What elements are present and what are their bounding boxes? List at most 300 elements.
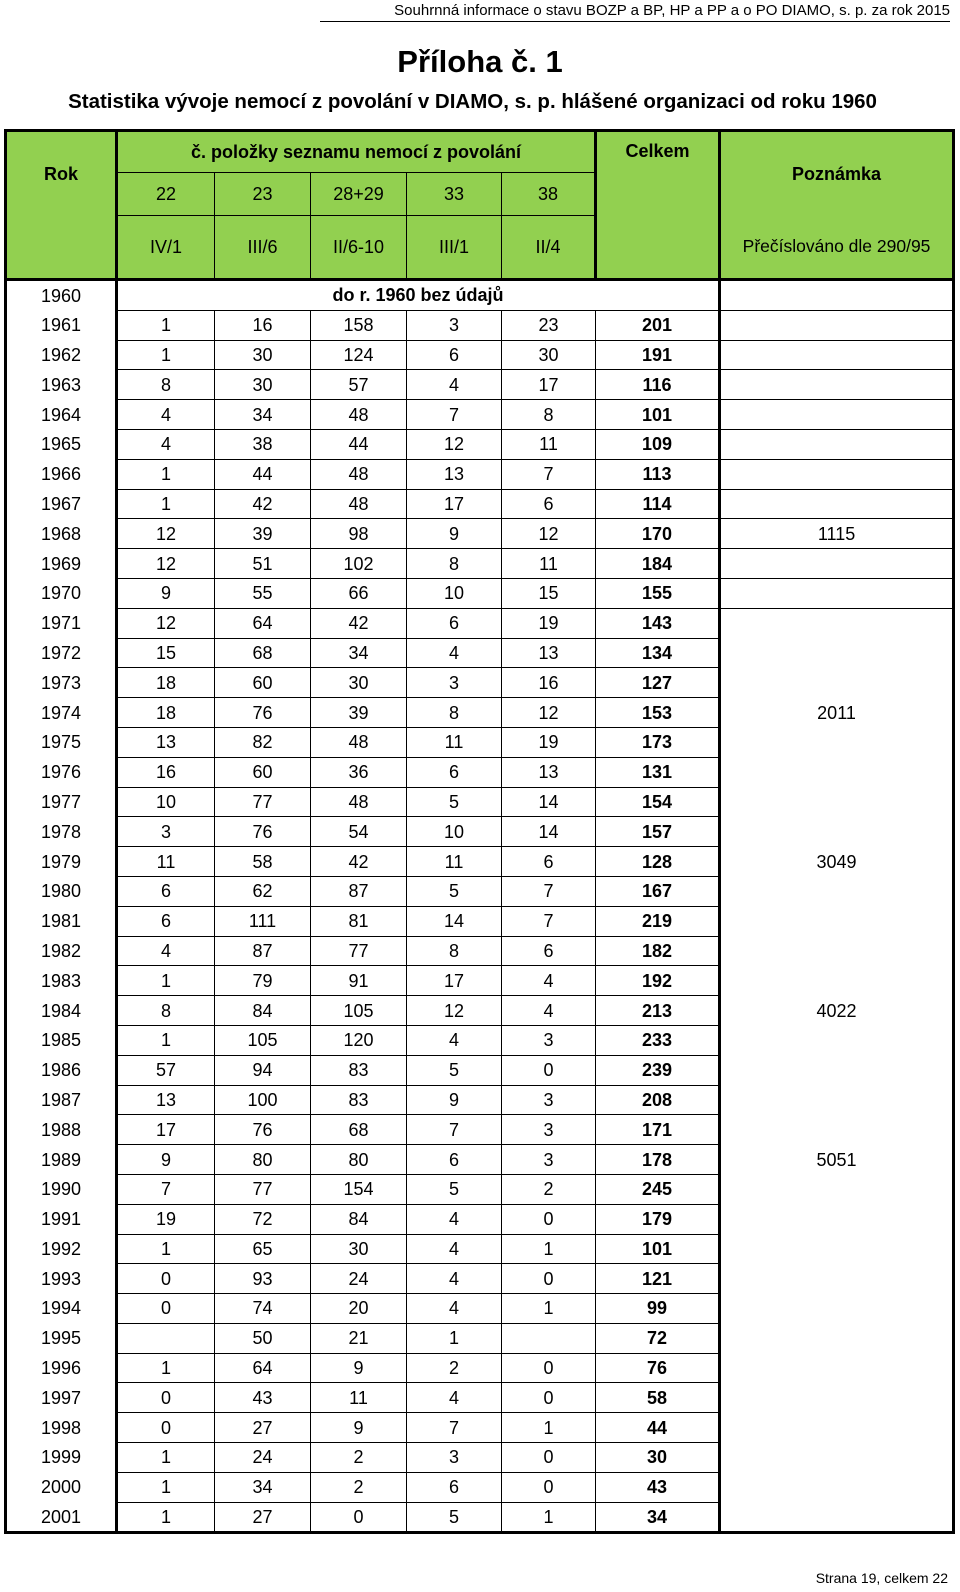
item-33-cell: 4 <box>407 1264 502 1294</box>
item-38-cell: 13 <box>502 757 596 787</box>
item-22-cell: 4 <box>117 400 215 430</box>
year-cell: 1965 <box>6 429 117 459</box>
total-cell: 178 <box>596 1145 720 1175</box>
year-cell: 1971 <box>6 608 117 638</box>
total-cell: 121 <box>596 1264 720 1294</box>
item-33-cell: 6 <box>407 1145 502 1175</box>
item-23-cell: 39 <box>215 519 311 549</box>
total-cell: 233 <box>596 1025 720 1055</box>
note-cell <box>720 1234 954 1264</box>
table-row <box>6 1115 954 1145</box>
item-28-29-cell: 0 <box>311 1502 407 1533</box>
item-28-29-cell: 154 <box>311 1174 407 1204</box>
year-cell: 1987 <box>6 1085 117 1115</box>
note-cell <box>720 578 954 608</box>
total-cell: 192 <box>596 966 720 996</box>
item-23-cell: 30 <box>215 340 311 370</box>
note-cell <box>720 1025 954 1055</box>
item-28-29-cell: 80 <box>311 1145 407 1175</box>
item-38-cell: 13 <box>502 638 596 668</box>
item-23-cell: 82 <box>215 727 311 757</box>
year-cell: 1995 <box>6 1323 117 1353</box>
item-38-cell: 4 <box>502 996 596 1026</box>
item-22-cell: 1 <box>117 1472 215 1502</box>
note-cell <box>720 549 954 579</box>
year-cell: 1976 <box>6 757 117 787</box>
item-23-cell: 50 <box>215 1323 311 1353</box>
item-38-cell: 14 <box>502 817 596 847</box>
table-row <box>6 698 954 728</box>
item-38-cell: 8 <box>502 400 596 430</box>
table-row <box>6 787 954 817</box>
year-cell: 1993 <box>6 1264 117 1294</box>
item-23-cell: 76 <box>215 817 311 847</box>
item-38-cell: 23 <box>502 310 596 340</box>
item-38-cell: 4 <box>502 966 596 996</box>
item-38-cell: 0 <box>502 1383 596 1413</box>
total-cell: 44 <box>596 1413 720 1443</box>
total-cell: 114 <box>596 489 720 519</box>
item-38-cell: 1 <box>502 1294 596 1324</box>
note-cell <box>720 429 954 459</box>
total-cell: 76 <box>596 1353 720 1383</box>
total-cell: 170 <box>596 519 720 549</box>
item-23-cell: 34 <box>215 1472 311 1502</box>
total-cell: 131 <box>596 757 720 787</box>
item-23-cell: 84 <box>215 996 311 1026</box>
item-33-cell: 7 <box>407 1413 502 1443</box>
item-38-cell: 3 <box>502 1085 596 1115</box>
year-cell: 1996 <box>6 1353 117 1383</box>
item-23-cell: 79 <box>215 966 311 996</box>
item-code-ii-6-10: II/6-10 <box>311 216 407 280</box>
table-row-1960 <box>6 280 954 311</box>
item-22-cell: 0 <box>117 1294 215 1324</box>
item-38-cell: 0 <box>502 1353 596 1383</box>
table-row <box>6 1472 954 1502</box>
year-cell: 1991 <box>6 1204 117 1234</box>
table-row <box>6 549 954 579</box>
item-22-cell: 1 <box>117 310 215 340</box>
note-cell <box>720 400 954 430</box>
note-cell <box>720 1413 954 1443</box>
item-38-cell: 17 <box>502 370 596 400</box>
year-cell: 1980 <box>6 876 117 906</box>
total-cell: 113 <box>596 459 720 489</box>
data-rows <box>6 310 954 1533</box>
item-22-cell: 16 <box>117 757 215 787</box>
table-row <box>6 668 954 698</box>
total-cell: 30 <box>596 1443 720 1473</box>
item-23-cell: 42 <box>215 489 311 519</box>
page-title: Příloha č. 1 <box>397 44 563 79</box>
item-33-cell: 9 <box>407 519 502 549</box>
item-22-cell: 1 <box>117 459 215 489</box>
item-23-cell: 55 <box>215 578 311 608</box>
item-33-cell: 11 <box>407 847 502 877</box>
item-22-cell <box>117 1323 215 1353</box>
total-cell: 127 <box>596 668 720 698</box>
item-23-cell: 30 <box>215 370 311 400</box>
item-33-cell: 17 <box>407 489 502 519</box>
year-cell: 1963 <box>6 370 117 400</box>
item-38-cell: 0 <box>502 1264 596 1294</box>
item-33-cell: 4 <box>407 1234 502 1264</box>
item-22-cell: 4 <box>117 936 215 966</box>
item-22-cell: 9 <box>117 1145 215 1175</box>
total-cell: 239 <box>596 1055 720 1085</box>
note-cell <box>720 757 954 787</box>
table-row <box>6 1204 954 1234</box>
item-22-cell: 8 <box>117 996 215 1026</box>
table-row <box>6 906 954 936</box>
item-33-cell: 9 <box>407 1085 502 1115</box>
item-code-iii-6: III/6 <box>215 216 311 280</box>
item-28-29-cell: 36 <box>311 757 407 787</box>
year-cell: 2000 <box>6 1472 117 1502</box>
year-cell: 1986 <box>6 1055 117 1085</box>
total-cell: 182 <box>596 936 720 966</box>
item-33-cell: 3 <box>407 1443 502 1473</box>
total-cell: 143 <box>596 608 720 638</box>
note-cell: 1115 <box>720 519 954 549</box>
item-28-29-cell: 83 <box>311 1055 407 1085</box>
item-22-cell: 1 <box>117 1443 215 1473</box>
item-22-cell: 6 <box>117 876 215 906</box>
item-22-cell: 0 <box>117 1264 215 1294</box>
item-22-cell: 1 <box>117 1234 215 1264</box>
item-38-cell: 7 <box>502 876 596 906</box>
year-cell: 1999 <box>6 1443 117 1473</box>
item-38-cell: 6 <box>502 847 596 877</box>
item-38-cell: 11 <box>502 549 596 579</box>
year-header-spacer <box>6 216 117 280</box>
page-subtitle: Statistika vývoje nemocí z povolání v DIAMO, s. p. hlášené organizaci od roku 1960 <box>68 90 877 113</box>
item-28-29-cell: 48 <box>311 727 407 757</box>
total-cell: 167 <box>596 876 720 906</box>
item-28-29-cell: 2 <box>311 1472 407 1502</box>
item-number-38: 38 <box>502 173 596 216</box>
item-23-cell: 64 <box>215 608 311 638</box>
note-cell <box>720 1115 954 1145</box>
item-28-29-cell: 48 <box>311 489 407 519</box>
table-row <box>6 936 954 966</box>
table-row <box>6 1353 954 1383</box>
table-row <box>6 817 954 847</box>
item-28-29-cell: 54 <box>311 817 407 847</box>
item-38-cell: 0 <box>502 1204 596 1234</box>
item-28-29-cell: 48 <box>311 459 407 489</box>
item-28-29-cell: 11 <box>311 1383 407 1413</box>
item-22-cell: 3 <box>117 817 215 847</box>
item-38-cell: 12 <box>502 698 596 728</box>
item-28-29-cell: 124 <box>311 340 407 370</box>
year-cell: 1967 <box>6 489 117 519</box>
total-cell: 173 <box>596 727 720 757</box>
total-cell: 34 <box>596 1502 720 1533</box>
item-33-cell: 4 <box>407 1025 502 1055</box>
item-33-cell: 4 <box>407 1294 502 1324</box>
table-row <box>6 757 954 787</box>
note-cell <box>720 280 954 311</box>
total-cell: 219 <box>596 906 720 936</box>
item-33-cell: 3 <box>407 668 502 698</box>
item-22-cell: 1 <box>117 340 215 370</box>
item-22-cell: 13 <box>117 727 215 757</box>
year-cell: 1966 <box>6 459 117 489</box>
item-33-cell: 4 <box>407 1204 502 1234</box>
note-cell <box>720 1174 954 1204</box>
year-cell: 1977 <box>6 787 117 817</box>
total-cell: 179 <box>596 1204 720 1234</box>
item-33-cell: 17 <box>407 966 502 996</box>
table-row <box>6 1145 954 1175</box>
item-33-cell: 3 <box>407 310 502 340</box>
item-33-cell: 8 <box>407 549 502 579</box>
total-cell: 58 <box>596 1383 720 1413</box>
item-22-cell: 4 <box>117 429 215 459</box>
item-28-29-cell: 9 <box>311 1413 407 1443</box>
item-28-29-cell: 42 <box>311 608 407 638</box>
item-38-cell: 7 <box>502 906 596 936</box>
note-cell <box>720 817 954 847</box>
item-28-29-cell: 158 <box>311 310 407 340</box>
disease-item-group-header: č. položky seznamu nemocí z povolání <box>117 131 596 173</box>
item-28-29-cell: 105 <box>311 996 407 1026</box>
table-row <box>6 340 954 370</box>
item-38-cell: 1 <box>502 1413 596 1443</box>
table-row <box>6 847 954 877</box>
note-cell <box>720 936 954 966</box>
total-column-header: Celkem <box>596 131 720 216</box>
total-cell: 191 <box>596 340 720 370</box>
item-38-cell: 14 <box>502 787 596 817</box>
item-33-cell: 5 <box>407 876 502 906</box>
item-28-29-cell: 2 <box>311 1443 407 1473</box>
item-22-cell: 1 <box>117 966 215 996</box>
table-row <box>6 1234 954 1264</box>
note-cell <box>720 340 954 370</box>
item-22-cell: 9 <box>117 578 215 608</box>
item-22-cell: 57 <box>117 1055 215 1085</box>
item-22-cell: 7 <box>117 1174 215 1204</box>
item-33-cell: 5 <box>407 1055 502 1085</box>
item-28-29-cell: 102 <box>311 549 407 579</box>
note-cell <box>720 1204 954 1234</box>
item-28-29-cell: 98 <box>311 519 407 549</box>
item-code-iii-1: III/1 <box>407 216 502 280</box>
item-28-29-cell: 87 <box>311 876 407 906</box>
note-cell: 2011 <box>720 698 954 728</box>
table-row <box>6 996 954 1026</box>
disease-statistics-table <box>4 129 955 1534</box>
year-cell: 1983 <box>6 966 117 996</box>
item-23-cell: 43 <box>215 1383 311 1413</box>
year-cell: 1964 <box>6 400 117 430</box>
note-cell <box>720 1085 954 1115</box>
item-22-cell: 11 <box>117 847 215 877</box>
total-cell: 171 <box>596 1115 720 1145</box>
item-33-cell: 5 <box>407 1502 502 1533</box>
item-23-cell: 94 <box>215 1055 311 1085</box>
item-28-29-cell: 21 <box>311 1323 407 1353</box>
item-22-cell: 1 <box>117 1502 215 1533</box>
item-23-cell: 93 <box>215 1264 311 1294</box>
item-22-cell: 0 <box>117 1383 215 1413</box>
note-cell <box>720 787 954 817</box>
running-header: Souhrnná informace o stavu BOZP a BP, HP a PP a o PO DIAMO, s. p. za rok 2015 <box>320 2 950 22</box>
item-38-cell: 16 <box>502 668 596 698</box>
total-cell: 201 <box>596 310 720 340</box>
item-23-cell: 24 <box>215 1443 311 1473</box>
year-cell: 1998 <box>6 1413 117 1443</box>
note-cell <box>720 966 954 996</box>
table-row <box>6 1443 954 1473</box>
item-22-cell: 8 <box>117 370 215 400</box>
item-23-cell: 65 <box>215 1234 311 1264</box>
item-33-cell: 10 <box>407 578 502 608</box>
item-number-22: 22 <box>117 173 215 216</box>
year-cell: 1973 <box>6 668 117 698</box>
item-22-cell: 6 <box>117 906 215 936</box>
item-23-cell: 77 <box>215 787 311 817</box>
total-cell: 101 <box>596 400 720 430</box>
table-row <box>6 400 954 430</box>
item-38-cell: 6 <box>502 489 596 519</box>
item-23-cell: 58 <box>215 847 311 877</box>
item-38-cell: 19 <box>502 608 596 638</box>
table-row <box>6 1025 954 1055</box>
item-38-cell: 6 <box>502 936 596 966</box>
item-33-cell: 7 <box>407 1115 502 1145</box>
note-cell <box>720 459 954 489</box>
note-cell <box>720 608 954 638</box>
item-33-cell: 4 <box>407 1383 502 1413</box>
total-cell: 213 <box>596 996 720 1026</box>
item-38-cell: 11 <box>502 429 596 459</box>
note-column-header: Poznámka <box>720 131 954 216</box>
note-cell: 4022 <box>720 996 954 1026</box>
item-33-cell: 1 <box>407 1323 502 1353</box>
item-28-29-cell: 81 <box>311 906 407 936</box>
note-cell: 3049 <box>720 847 954 877</box>
item-23-cell: 87 <box>215 936 311 966</box>
total-cell: 101 <box>596 1234 720 1264</box>
item-28-29-cell: 48 <box>311 787 407 817</box>
year-cell: 1984 <box>6 996 117 1026</box>
year-cell: 1989 <box>6 1145 117 1175</box>
total-cell: 208 <box>596 1085 720 1115</box>
item-33-cell: 10 <box>407 817 502 847</box>
item-23-cell: 27 <box>215 1502 311 1533</box>
item-38-cell: 15 <box>502 578 596 608</box>
item-38-cell: 0 <box>502 1472 596 1502</box>
note-cell <box>720 1383 954 1413</box>
item-28-29-cell: 57 <box>311 370 407 400</box>
total-cell: 153 <box>596 698 720 728</box>
note-cell <box>720 310 954 340</box>
table-row <box>6 1264 954 1294</box>
total-cell: 184 <box>596 549 720 579</box>
total-cell: 154 <box>596 787 720 817</box>
item-number-23: 23 <box>215 173 311 216</box>
note-cell <box>720 1055 954 1085</box>
page-footer: Strana 19, celkem 22 <box>815 1570 948 1586</box>
item-28-29-cell: 68 <box>311 1115 407 1145</box>
table-row <box>6 1174 954 1204</box>
item-33-cell: 6 <box>407 340 502 370</box>
item-22-cell: 19 <box>117 1204 215 1234</box>
item-38-cell: 30 <box>502 340 596 370</box>
item-38-cell: 0 <box>502 1055 596 1085</box>
item-23-cell: 80 <box>215 1145 311 1175</box>
item-23-cell: 60 <box>215 757 311 787</box>
item-22-cell: 10 <box>117 787 215 817</box>
item-38-cell: 0 <box>502 1443 596 1473</box>
item-23-cell: 44 <box>215 459 311 489</box>
item-23-cell: 38 <box>215 429 311 459</box>
year-cell: 1960 <box>6 280 117 311</box>
table-row <box>6 310 954 340</box>
item-22-cell: 1 <box>117 1353 215 1383</box>
year-cell: 1990 <box>6 1174 117 1204</box>
item-28-29-cell: 66 <box>311 578 407 608</box>
item-28-29-cell: 83 <box>311 1085 407 1115</box>
item-33-cell: 6 <box>407 608 502 638</box>
item-38-cell: 3 <box>502 1025 596 1055</box>
table-row <box>6 1294 954 1324</box>
year-cell: 1979 <box>6 847 117 877</box>
note-cell <box>720 370 954 400</box>
year-cell: 1974 <box>6 698 117 728</box>
year-cell: 1968 <box>6 519 117 549</box>
table-row <box>6 1085 954 1115</box>
table-row <box>6 727 954 757</box>
table-row <box>6 1413 954 1443</box>
note-cell: 5051 <box>720 1145 954 1175</box>
table-row <box>6 966 954 996</box>
item-28-29-cell: 48 <box>311 400 407 430</box>
year-column-header: Rok <box>6 131 117 216</box>
total-cell: 134 <box>596 638 720 668</box>
item-33-cell: 5 <box>407 787 502 817</box>
year-cell: 1970 <box>6 578 117 608</box>
item-22-cell: 17 <box>117 1115 215 1145</box>
item-23-cell: 74 <box>215 1294 311 1324</box>
item-28-29-cell: 84 <box>311 1204 407 1234</box>
item-33-cell: 8 <box>407 936 502 966</box>
item-number-33: 33 <box>407 173 502 216</box>
item-33-cell: 11 <box>407 727 502 757</box>
total-cell: 116 <box>596 370 720 400</box>
table-row <box>6 489 954 519</box>
item-number-28-29: 28+29 <box>311 173 407 216</box>
total-header-spacer <box>596 216 720 280</box>
item-33-cell: 7 <box>407 400 502 430</box>
table-row <box>6 1383 954 1413</box>
item-28-29-cell: 77 <box>311 936 407 966</box>
item-28-29-cell: 91 <box>311 966 407 996</box>
item-23-cell: 16 <box>215 310 311 340</box>
note-cell <box>720 1264 954 1294</box>
year-cell: 1997 <box>6 1383 117 1413</box>
table-row <box>6 519 954 549</box>
year-cell: 2001 <box>6 1502 117 1533</box>
total-cell: 155 <box>596 578 720 608</box>
table-row <box>6 578 954 608</box>
total-cell: 245 <box>596 1174 720 1204</box>
note-cell <box>720 876 954 906</box>
